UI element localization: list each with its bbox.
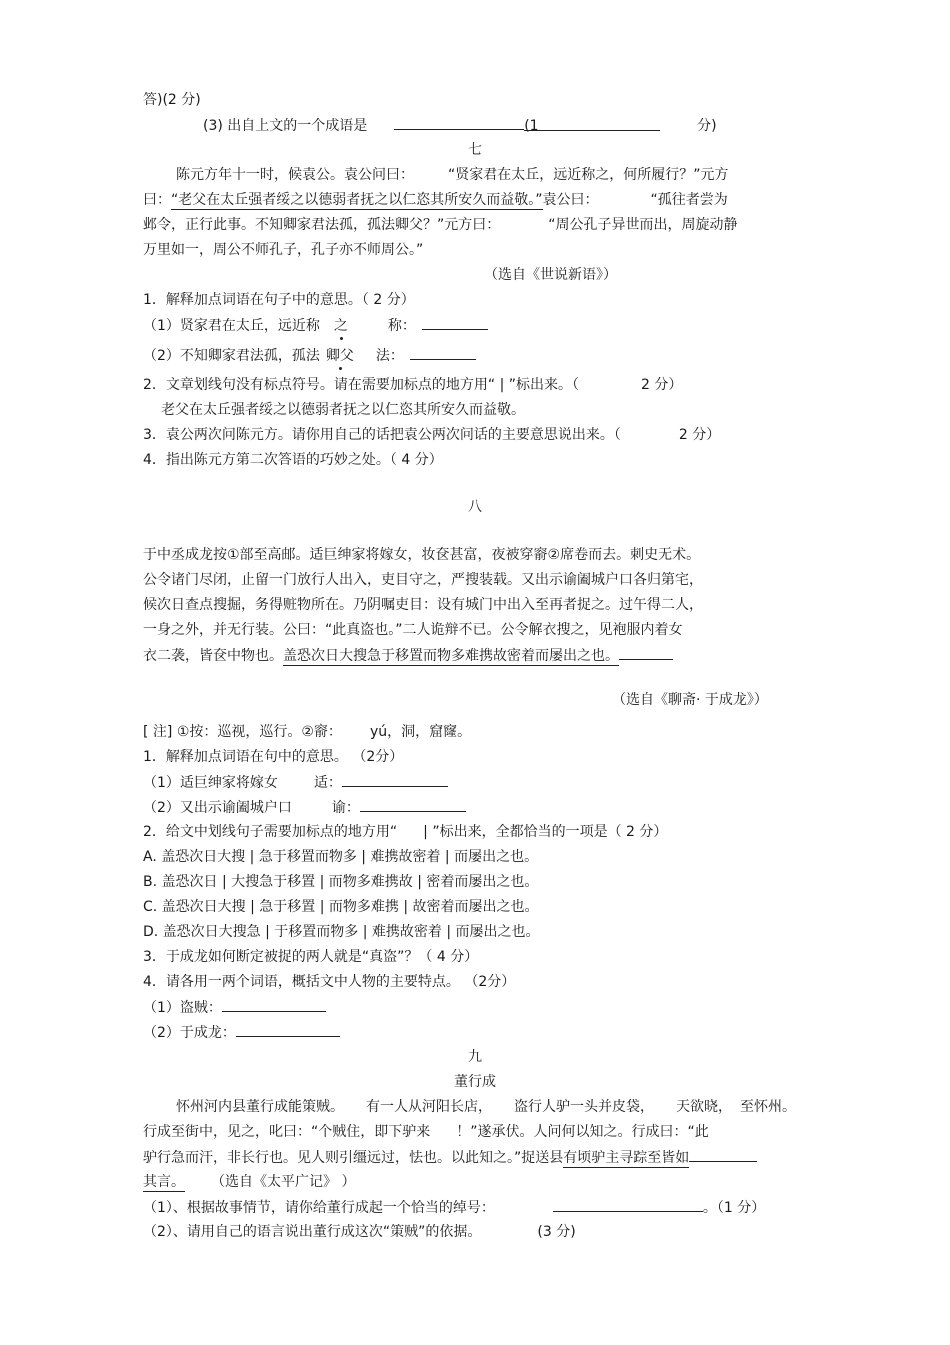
- s9-question-2: [143, 1222, 576, 1242]
- s8-option-a[interactable]: A. 盖恐次日大搜 | 急于移置而物多 | 难携故密着 | 而屡出之也。: [143, 849, 539, 865]
- s8-q2a: 2．给文中划线句子需要加标点的地方用“: [143, 824, 398, 840]
- s7-p1a: 陈元方年十一时，候袁公。袁公问曰：: [176, 167, 414, 183]
- s7-q1a-text: （1）贤家君在太丘，远近称: [143, 318, 320, 334]
- s7-passage-line-2: [143, 190, 728, 210]
- s7-passage-line-4: 万里如一，周公不师孔子，孔子亦不师周公。”: [143, 242, 424, 258]
- answer-blank-cont[interactable]: [524, 116, 660, 134]
- s7-q3-text: 3．袁公两次问陈元方。请你用自己的话把袁公两次问话的主要意思说出来。（: [143, 427, 621, 443]
- s7-question-1a: [143, 315, 488, 336]
- s8-source: （选自《聊斋· 于成龙》）: [612, 692, 768, 708]
- s7-q1b-blank[interactable]: [410, 345, 476, 360]
- s7-question-2: [143, 375, 682, 395]
- s9-q1-blank[interactable]: [553, 1197, 703, 1212]
- s8-note-b: yú，洞，窟窿。: [369, 724, 472, 740]
- s8-question-4b: [143, 1022, 340, 1043]
- s9-p2a: 行成至街中，见之，叱曰：“个贼住，即下驴来: [143, 1124, 431, 1140]
- s9-underlined-a: 有顷驴主寻踪至皆如: [563, 1150, 690, 1166]
- idiom-question: [203, 115, 717, 136]
- s7-q1a-label: 称：: [387, 318, 416, 334]
- s9-q2-text: （2）、请用自己的语言说出董行成这次“策贼”的依据。: [143, 1224, 482, 1240]
- s7-p2a: 曰：: [143, 192, 171, 208]
- s9-q1-score: 。（1 分）: [702, 1200, 766, 1216]
- s7-passage-line-3: [143, 215, 738, 235]
- s7-q2-score: 2 分）: [641, 377, 683, 393]
- section-9-title: 九: [468, 1049, 482, 1065]
- s9-source: （选自《太平广记》 ）: [211, 1174, 356, 1190]
- s8-passage-line-4: 一身之外，并无行装。公曰：“此真盗也。”二人诡辩不已。公令解衣搜之，见袍服内着女: [143, 622, 683, 638]
- s8-underline-tail: [619, 645, 673, 660]
- s8-q2b: | ”标出来，全都恰当的一项是（ 2 分）: [423, 824, 668, 840]
- s8-q4b-label: （2）于成龙：: [143, 1025, 236, 1041]
- s9-subtitle: 董行成: [454, 1074, 496, 1090]
- s8-passage-line-3: 候次日查点搜掘，务得赃物所在。乃阴嘱吏目：设有城门中出入至再者捉之。过午得二人，: [143, 597, 703, 613]
- s8-option-b[interactable]: B. 盖恐次日 | 大搜急于移置 | 而物多难携故 | 密着而屡出之也。: [143, 874, 539, 890]
- section-8-title: 八: [468, 499, 482, 515]
- s9-p1b: 有一人从河阳长店，: [366, 1099, 492, 1115]
- s8-question-2: [143, 822, 667, 842]
- score-tail: 分): [697, 118, 717, 134]
- s7-q1a-dotted-word: 之: [333, 318, 348, 334]
- s8-q1a-blank[interactable]: [342, 772, 448, 787]
- s7-question-4: 4．指出陈元方第二次答语的巧妙之处。（ 4 分）: [143, 452, 443, 468]
- s8-question-1b: [143, 797, 466, 818]
- section-7-title: 七: [468, 142, 482, 158]
- answer-blank[interactable]: [394, 115, 524, 130]
- s8-passage-line-1: 于中丞成龙按①部至高邮。适巨绅家将嫁女，妆奁甚富，夜被穿窬②席卷而去。刺史无术。: [143, 547, 701, 563]
- s7-q3-score: 2 分）: [678, 427, 721, 443]
- s9-passage-line-2: [143, 1122, 709, 1142]
- s8-q4a-label: （1）盗贼：: [143, 1000, 222, 1016]
- s8-q1b-label: 谕：: [331, 800, 360, 816]
- s8-passage-line-5: [143, 645, 673, 666]
- s7-p3a: 邺令，正行此事。不知卿家君法孤，孤法卿父？”元方曰：: [143, 217, 501, 233]
- s9-passage-line-1: [176, 1097, 796, 1117]
- s8-option-d[interactable]: D. 盖恐次日大搜急 | 于移置而物多 | 难携故密着 | 而屡出之也。: [143, 924, 540, 940]
- s8-option-c[interactable]: C. 盖恐次日大搜 | 急于移置 | 而物多难携 | 故密着而屡出之也。: [143, 899, 539, 915]
- score-paren: (1: [524, 118, 539, 134]
- s9-underline-tail: [689, 1147, 757, 1162]
- s9-p1a: 怀州河内县董行成能策贼。: [176, 1099, 344, 1115]
- s7-q1b-text: （2）不知卿家君法孤，孤法: [143, 348, 320, 364]
- s7-source: （选自《世说新语》）: [484, 267, 617, 283]
- s9-p1d: 天欲晓，: [676, 1099, 732, 1115]
- s7-passage-line-1: [176, 165, 729, 185]
- s9-q1-text: （1）、根据故事情节，请你给董行成起一个恰当的绰号：: [143, 1200, 495, 1216]
- s8-question-1a: [143, 772, 448, 793]
- s9-p1c: 盗行人驴一头并皮袋，: [514, 1099, 654, 1115]
- s8-note-a: [ 注] ①按：巡视，巡行。②窬：: [143, 724, 342, 740]
- s8-q1a-label: 适：: [313, 775, 342, 791]
- s8-underlined-sentence: 盖恐次日大搜急于移置而物多难携故密着而屡出之也。: [283, 648, 619, 664]
- s7-question-3: [143, 425, 720, 445]
- s7-q1b-dotted-word: 卿父: [325, 348, 354, 364]
- s7-q1b-label: 法：: [375, 348, 404, 364]
- s8-question-4a: [143, 997, 326, 1018]
- s7-underlined-sentence: “老父在太丘强者绥之以德弱者抚之以仁恣其所安久而益敬。”: [171, 192, 543, 208]
- s9-underlined-b: 其言。: [143, 1174, 185, 1190]
- s8-note: [143, 722, 471, 742]
- s8-q4b-blank[interactable]: [236, 1022, 340, 1037]
- prev-answer-tail: 答)(2 分): [143, 92, 201, 108]
- s7-question-1: 1．解释加点词语在句子中的意思。（ 2 分）: [143, 292, 415, 308]
- s7-p2c: “孤往者尝为: [650, 192, 728, 208]
- s7-p2b: 袁公曰：: [542, 192, 599, 208]
- s8-q1a-text: （1）适巨绅家将嫁女: [143, 775, 278, 791]
- s9-q2-score: (3 分): [537, 1224, 576, 1240]
- s9-p2b: ！”遂承伏。人问何以知之。行成曰：“此: [456, 1124, 709, 1140]
- s9-p3a: 驴行急而汗，非长行也。见人则引缰远过，怯也。以此知之。”捉送县: [143, 1150, 564, 1166]
- s8-passage-line-2: 公令诸门尽闭，止留一门放行人出入，吏目守之，严搜装载。又出示谕阖城户口各归第宅，: [143, 572, 703, 588]
- s8-q4a-blank[interactable]: [222, 997, 326, 1012]
- s7-q2-text: 2．文章划线句没有标点符号。请在需要加标点的地方用“ | ”标出来。（: [143, 377, 580, 393]
- s7-p3b: “周公孔子异世而出，周旋动静: [548, 217, 738, 233]
- s9-p1e: 至怀州。: [740, 1099, 796, 1115]
- s9-passage-line-3: [143, 1147, 757, 1168]
- s9-passage-line-4: [143, 1172, 355, 1192]
- s7-p1b: “贤家君在太丘，远近称之，何所履行？”元方: [448, 167, 729, 183]
- s8-q1b-blank[interactable]: [360, 797, 466, 812]
- s7-question-2-sentence: 老父在太丘强者绥之以德弱者抚之以仁恣其所安久而益敬。: [161, 402, 525, 418]
- s8-question-1: 1．解释加点词语在句中的意思。 （2分）: [143, 749, 404, 765]
- s8-question-4: 4．请各用一两个词语，概括文中人物的主要特点。 （2分）: [143, 974, 516, 990]
- s7-q1a-blank[interactable]: [422, 315, 488, 330]
- s8-p5a: 衣二袭，皆奁中物也。: [143, 648, 283, 664]
- s8-question-3: 3．于成龙如何断定被捉的两人就是“真盗”？（ 4 分）: [143, 949, 479, 965]
- idiom-question-text: (3) 出自上文的一个成语是: [203, 118, 368, 134]
- s9-question-1: [143, 1197, 765, 1218]
- s7-question-1b: [143, 345, 476, 366]
- s8-q1b-text: （2）又出示谕阖城户口: [143, 800, 292, 816]
